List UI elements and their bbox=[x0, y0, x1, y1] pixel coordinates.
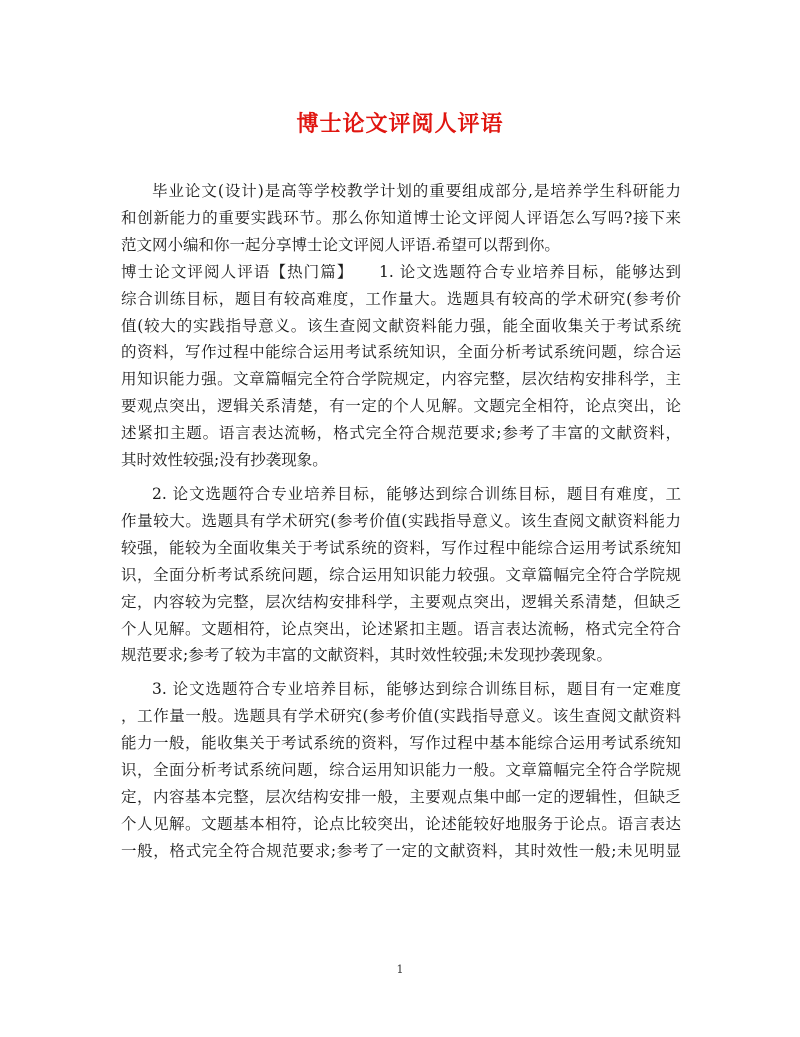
text-line: 定，内容基本完整，层次结构安排一般，主要观点集中邮一定的逻辑性，但缺乏 bbox=[121, 787, 681, 806]
text-line: ，工作量一般。选题具有学术研究(参考价值(实践指导意义。该生查阅文献资料 bbox=[121, 707, 681, 726]
text-line: 2. 论文选题符合专业培养目标，能够达到综合训练目标，题目有难度，工 bbox=[152, 484, 681, 503]
text-line: 识，全面分析考试系统问题，综合运用知识能力一般。文章篇幅完全符合学院规 bbox=[121, 761, 681, 780]
text-line: 和创新能力的重要实践环节。那么你知道博士论文评阅人评语怎么写吗?接下来 bbox=[121, 208, 681, 227]
text-line: 个人见解。文题基本相符，论点比较突出，论述能较好地服务于论点。语言表达 bbox=[121, 814, 681, 833]
text-line: 一般，格式完全符合规范要求;参考了一定的文献资料，其时效性一般;未见明显 bbox=[121, 841, 681, 860]
document-body bbox=[121, 178, 681, 872]
text-line: 较强，能较为全面收集关于考试系统的资料，写作过程中能综合运用考试系统知 bbox=[121, 538, 681, 557]
paragraph-comment-2 bbox=[121, 481, 681, 669]
text-line: 毕业论文(设计)是高等学校教学计划的重要组成部分,是培养学生科研能力 bbox=[152, 182, 681, 200]
text-line: 定，内容较为完整，层次结构安排科学，主要观点突出，逻辑关系清楚，但缺乏 bbox=[121, 592, 681, 611]
text-line: 规范要求;参考了较为丰富的文献资料，其时效性较强;未发现抄袭现象。 bbox=[121, 646, 612, 665]
document-title: 博士论文评阅人评语 bbox=[296, 111, 504, 137]
text-line: 要观点突出，逻辑关系清楚，有一定的个人见解。文题完全相符，论点突出，论 bbox=[121, 397, 681, 416]
text-line: 的资料，写作过程中能综合运用考试系统知识，全面分析考试系统问题，综合运 bbox=[121, 343, 681, 362]
text-line: 能力一般，能收集关于考试系统的资料，写作过程中基本能综合运用考试系统知 bbox=[121, 734, 681, 753]
paragraph-intro bbox=[121, 178, 681, 259]
text-line: 用知识能力强。文章篇幅完全符合学院规定，内容完整，层次结构安排科学，主 bbox=[121, 370, 681, 389]
text-line: 述紧扣主题。语言表达流畅，格式完全符合规范要求;参考了丰富的文献资料， bbox=[121, 424, 681, 443]
text-line: 值(较大的实践指导意义。该生查阅文献资料能力强，能全面收集关于考试系统 bbox=[121, 316, 681, 335]
page-number: 1 bbox=[396, 963, 404, 976]
text-line: 其时效性较强;没有抄袭现象。 bbox=[121, 451, 328, 470]
text-line: 识，全面分析考试系统问题，综合运用知识能力较强。文章篇幅完全符合学院规 bbox=[121, 565, 681, 584]
text-line: 综合训练目标，题目有较高难度，工作量大。选题具有较高的学术研究(参考价 bbox=[121, 289, 681, 308]
text-line: 3. 论文选题符合专业培养目标，能够达到综合训练目标，题目有一定难度 bbox=[152, 680, 681, 699]
text-line: 作量较大。选题具有学术研究(参考价值(实践指导意义。该生查阅文献资料能力 bbox=[121, 511, 681, 530]
text-line: 个人见解。文题相符，论点突出，论述紧扣主题。语言表达流畅，格式完全符合 bbox=[121, 619, 681, 638]
text-line: 范文网小编和你一起分享博士论文评阅人评语.希望可以帮到你。 bbox=[121, 235, 560, 254]
paragraph-comment-3 bbox=[121, 676, 681, 864]
paragraph-comment-1 bbox=[121, 259, 681, 474]
text-line: 博士论文评阅人评语【热门篇】 1. 论文选题符合专业培养目标，能够达到 bbox=[121, 262, 681, 281]
